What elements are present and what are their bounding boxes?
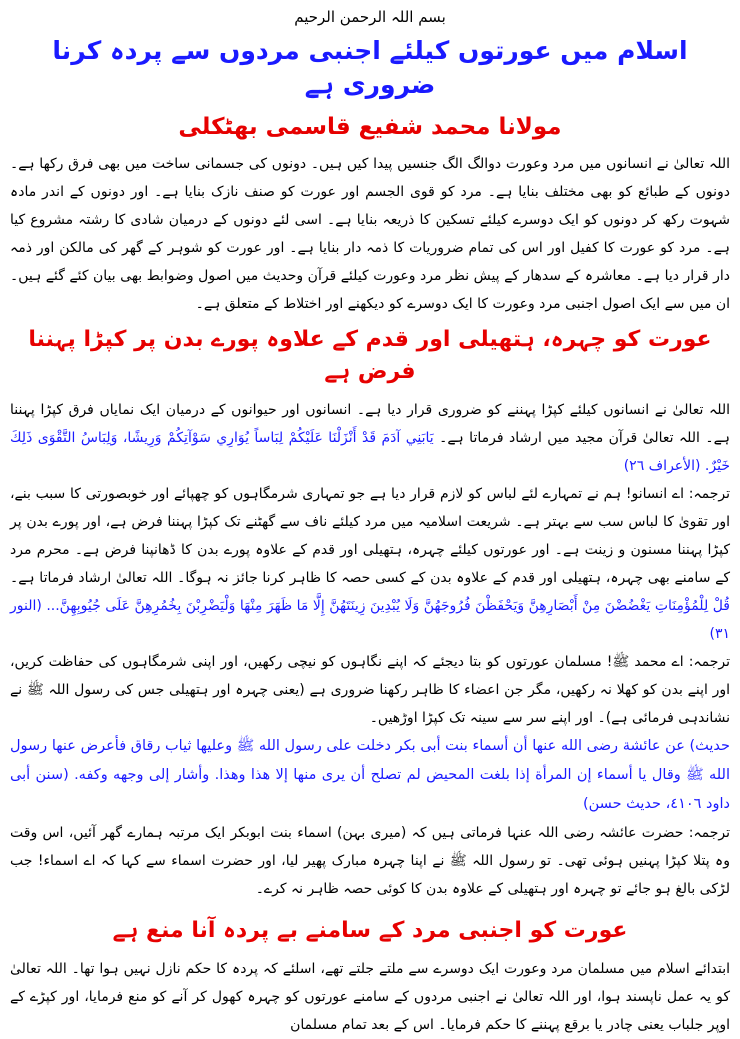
intro-paragraph: اللہ تعالیٰ نے انسانوں میں مرد وعورت دوالگ الگ جنسیں پیدا کیں ہیں۔ دونوں کی جسمانی ساخت میں بھی فرق رکھا ہے۔ دونوں کے طبائع کو بھی مختلف بنایا ہے۔ مرد کو قوی الجسم اور عورت کو صنف نازک بنایا ہے۔ اور دونوں کے اندر مادہ شہوت رکھ کر دونوں کو ایک دوسرے کیلئے تسکین کا ذریعہ بنایا ہے۔ اسی لئے دونوں کے درمیان شادی کا رشتہ مشروع کیا ہے۔ مرد کو عورت کا کفیل اور اس کی تمام ضروریات کا ذمہ دار بنایا ہے۔ اور عورت کو شوہر کے گھر کی مالکن اور ذمہ دار قرار دیا ہے۔ معاشرہ کے سدھار کے پیش نظر مرد وعورت کیلئے قرآن وحدیث میں اصول وضوابط بھی بیان کئے گئے ہیں۔ ان میں سے ایک اصول اجنبی مرد وعورت کا ایک دوسرے کو دیکھنے اور اختلاط کے متعلق ہے۔ xyxy=(10,156,730,312)
hadith-text: حديث) عن عائشة رضى الله عنها أن أسماء بنت أبى بكر دخلت على رسول الله ﷺ وعليها ثياب رقاق فأعرض عنها رسول الله ﷺ وقال يا أسماء إن المرأة إذا بلغت المحيض لم تصلح أن يرى منها إلا هذا وهذا. وأشار إلى وجهه وكفه. (سنن أبى داود ٤١٠٦، حديث حسن) xyxy=(10,738,730,812)
heading-2: عورت کو اجنبی مرد کے سامنے بے پردہ آنا منع ہے xyxy=(112,918,628,943)
section1-paragraph-4: ترجمہ: حضرت عائشہ رضی اللہ عنہا فرماتی ہیں کہ (میری بہن) اسماء بنت ابوبکر ایک مرتبہ ہمارے گھر آئیں، اس وقت وہ پتلا کپڑا پہنیں ہوئی تھی۔ تو رسول اللہ ﷺ نے اپنا چہرہ مبارک پھیر لیا، اور حضرت اسماء سے کہا کہ اے اسماء! جب لڑکی بالغ ہو جائے تو چہرہ اور ہتھیلی کے علاوہ بدن کا کوئی حصہ ظاہر نہ کرے۔ xyxy=(10,825,730,897)
bismillah: بسم اللہ الرحمن الرحیم xyxy=(294,8,446,26)
heading-1: عورت کو چہرہ، ہتھیلی اور قدم کے علاوہ پورے بدن پر کپڑا پہننا فرض ہے xyxy=(28,327,712,384)
section1-paragraph-3: ترجمہ: اے محمد ﷺ! مسلمان عورتوں کو بتا دیجئے کہ اپنے نگاہوں کو نیچی رکھیں، اور اپنی شرمگاہوں کی حفاظت کریں، اور اپنے بدن کو کھلا نہ رکھیں، مگر جن اعضاء کا ظاہر رکھنا ضروری ہے (یعنی چہرہ اور ہتھیلی جس کی رسول اللہ ﷺ نے نشاندہی فرمائی ہے)۔ اور اپنے سر سے سینہ تک کپڑا اوڑھیں۔ xyxy=(10,654,730,726)
section1-paragraph-1 xyxy=(10,396,730,480)
translation-1: ترجمہ: اے انسانو! ہم نے تمہارے لئے لباس کو لازم قرار دیا ہے جو تمہاری شرمگاہوں کو چھپائے اور خوبصورتی کا سبب بنے، اور تقویٰ کا لباس سب سے بہتر ہے۔ شریعت اسلامیہ میں مرد کیلئے ناف سے گھٹنے تک کپڑا پہننا فرض ہے، اور پورے بدن پر کپڑا پہننا مسنون و زینت ہے۔ اور عورتوں کیلئے چہرہ، ہتھیلی اور قدم کے علاوہ پورے بدن کا ڈھانپنا فرض ہے۔ محرم مرد کے سامنے بھی چہرہ، ہتھیلی اور قدم کے علاوہ بدن کے کسی حصہ کا ظاہر کرنا جائز نہ ہوگا۔ اللہ تعالیٰ ارشاد فرماتا ہے۔ xyxy=(10,486,730,586)
quran-verse-araf: يَابَنِي آدَمَ قَدْ أَنْزَلْنَا عَلَيْكُمْ لِبَاساً يُوَارِي سَوْآتِكُمْ وَرِيشًا، وَلِبَاسُ التَّقْوَى ذَلِكَ خَيْرٌ. (الأعراف ٢٦) xyxy=(10,430,730,474)
author-name: مولانا محمد شفیع قاسمی بھٹکلی xyxy=(178,114,562,140)
quran-verse-noor: قُلْ لِلْمُؤْمِنَاتِ يَغْضُضْنَ مِنْ أَبْصَارِهِنَّ وَيَحْفَظْنَ فُرُوجَهُنَّ وَلَا يُبْدِينَ زِينَتَهُنَّ إِلَّا مَا ظَهَرَ مِنْهَا وَلْيَضْرِبْنَ بِخُمُرِهِنَّ عَلَى جُيُوبِهِنَّ... (النور ٣١) xyxy=(10,598,730,642)
page-title: اسلام میں عورتوں کیلئے اجنبی مردوں سے پردہ کرنا ضروری ہے xyxy=(52,36,688,99)
section1-paragraph-2 xyxy=(10,480,730,648)
section2-paragraph-1: ابتدائے اسلام میں مسلمان مرد وعورت ایک دوسرے سے ملتے جلتے تھے، اسلئے کہ پردہ کا حکم نازل نہیں ہوا تھا۔ اللہ تعالیٰ کو یہ عمل ناپسند ہوا، اور اللہ تعالیٰ نے اجنبی مردوں کے سامنے عورتوں کو چہرہ کھول کر آنے کو منع فرمایا، اور کپڑے کے اوپر جلباب یعنی چادر یا برقع پہننے کا حکم فرمایا۔ اس کے بعد تمام مسلمان xyxy=(10,961,730,1033)
section1-p1-text: اللہ تعالیٰ نے انسانوں کیلئے کپڑا پہننے کو ضروری قرار دیا ہے۔ انسانوں اور حیوانوں کے درمیان ایک نمایاں فرق کپڑا پہننا ہے۔ اللہ تعالیٰ قرآن مجید میں ارشاد فرماتا ہے۔ xyxy=(10,402,730,446)
